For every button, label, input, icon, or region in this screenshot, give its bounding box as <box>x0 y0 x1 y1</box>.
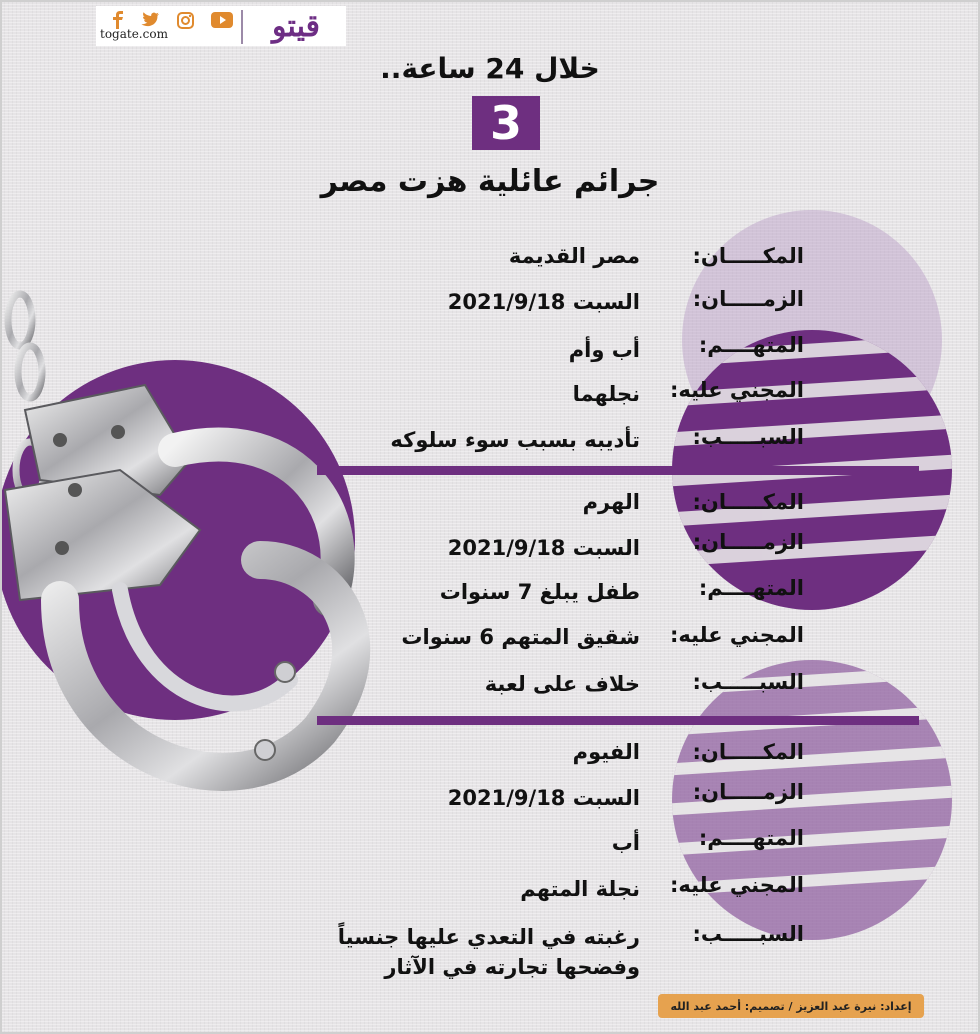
crime-1-accused: أب وأم <box>568 338 640 362</box>
crime-2-accused: طفل يبلغ 7 سنوات <box>439 580 640 604</box>
crime-3-time: السبت 2021/9/18 <box>447 786 640 810</box>
label-reason: السبـــــب: <box>692 922 804 946</box>
crime-1-victim: نجلهما <box>572 382 640 406</box>
crime-3-place: الفيوم <box>572 740 640 764</box>
label-time: الزمـــــان: <box>692 287 804 311</box>
crime-2-victim: شقيق المتهم 6 سنوات <box>401 625 640 649</box>
crime-3-reason: رغبته في التعدي عليها جنسياً وفضحها تجارته في الآثار <box>337 925 640 979</box>
separator-1 <box>317 466 919 475</box>
label-reason: السبـــــب: <box>692 670 804 694</box>
instagram-icon[interactable] <box>175 10 195 30</box>
separator-2 <box>317 716 919 725</box>
label-place: المكـــــان: <box>692 490 804 514</box>
label-time: الزمـــــان: <box>692 530 804 554</box>
count-badge: 3 <box>472 96 540 150</box>
crime-2-time: السبت 2021/9/18 <box>447 536 640 560</box>
label-victim: المجني عليه: <box>669 378 804 402</box>
crime-2-reason: خلاف على لعبة <box>484 672 640 696</box>
crime-1-time: السبت 2021/9/18 <box>447 290 640 314</box>
header-divider <box>241 10 243 44</box>
label-victim: المجني عليه: <box>669 873 804 897</box>
crime-2-place: الهرم <box>582 490 640 514</box>
crime-1-reason: تأديبه بسبب سوء سلوكه <box>390 428 640 452</box>
crime-3-accused: أب <box>611 831 640 855</box>
headline-line1: خلال 24 ساعة.. <box>380 52 600 85</box>
label-reason: السبـــــب: <box>692 425 804 449</box>
crime-3-victim: نجلة المتهم <box>520 877 640 901</box>
label-victim: المجني عليه: <box>669 623 804 647</box>
label-place: المكـــــان: <box>692 244 804 268</box>
label-accused: المتهــــم: <box>698 333 804 357</box>
headline-line2: جرائم عائلية هزت مصر <box>320 164 660 199</box>
label-time: الزمـــــان: <box>692 780 804 804</box>
label-place: المكـــــان: <box>692 740 804 764</box>
site-url[interactable]: togate.com <box>100 27 168 41</box>
youtube-icon[interactable] <box>210 10 234 30</box>
credits-bar: إعداد: نيرة عبد العزيز / تصميم: أحمد عبد الله <box>658 994 924 1018</box>
label-accused: المتهــــم: <box>698 826 804 850</box>
brand-logo[interactable]: قيتو <box>272 8 320 44</box>
crime-1-place: مصر القديمة <box>508 244 640 268</box>
label-accused: المتهــــم: <box>698 576 804 600</box>
